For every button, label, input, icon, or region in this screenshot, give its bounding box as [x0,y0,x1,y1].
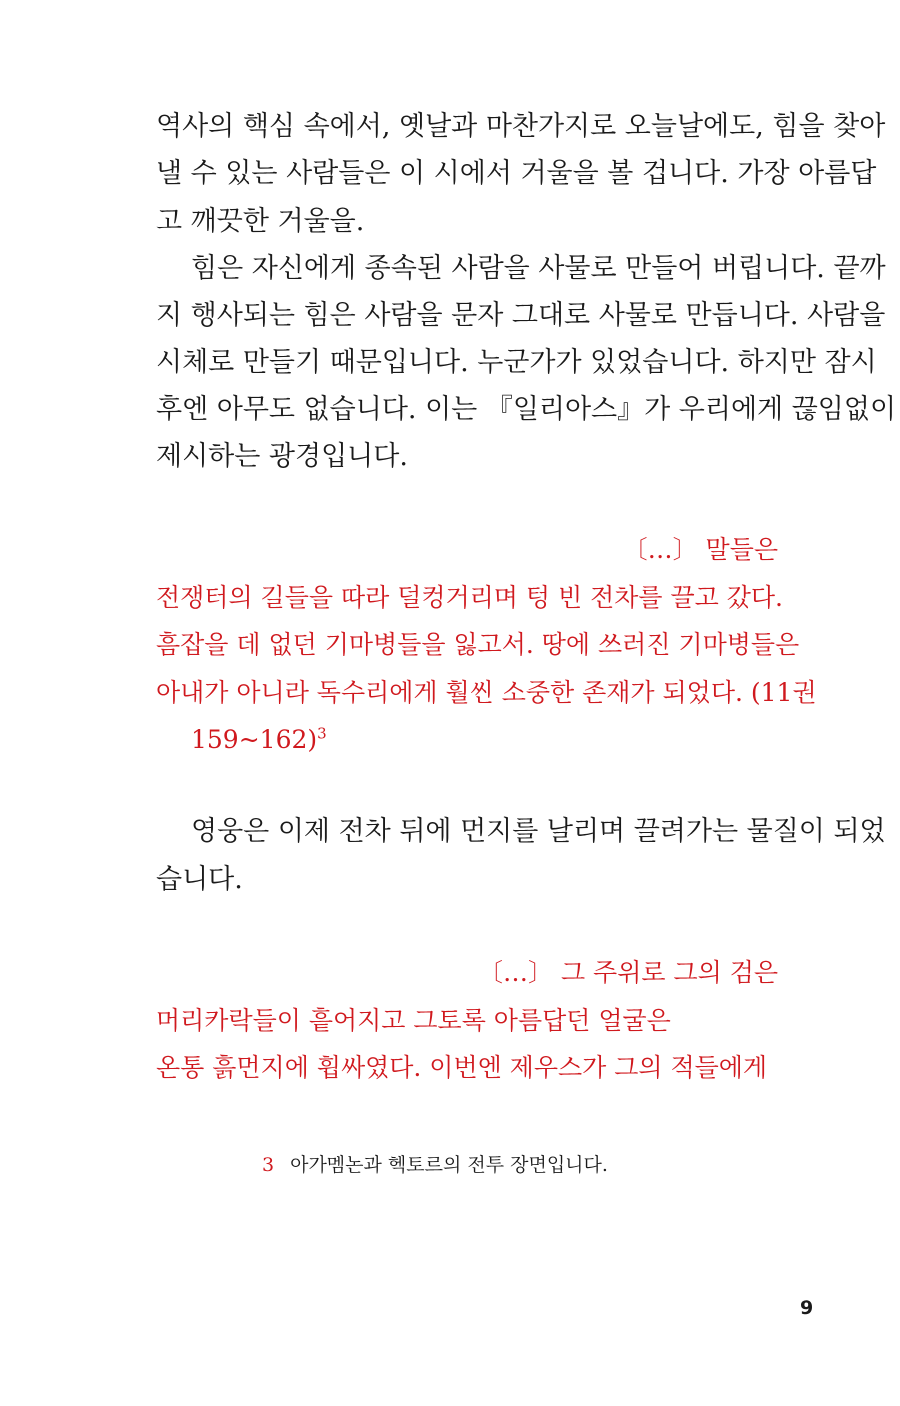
citation-text: 159~162) [191,725,318,754]
quote-line: 〔…〕 그 주위로 그의 검은 [478,958,778,987]
text-line: 지 행사되는 힘은 사람을 문자 그대로 사물로 만듭니다. 사람을 [156,300,886,331]
footnote-text: 아가멤논과 헥토르의 전투 장면입니다. [290,1154,608,1176]
text-line: 습니다. [156,864,243,895]
quote-line: 아내가 아니라 독수리에게 훨씬 소중한 존재가 되었다. (11권 [156,678,817,707]
text-line: 영웅은 이제 전차 뒤에 먼지를 날리며 끌려가는 물질이 되었 [191,816,886,847]
footnote [262,1152,608,1178]
quote-line: 온통 흙먼지에 휩싸였다. 이번엔 제우스가 그의 적들에게 [156,1053,768,1082]
footnote-ref: 3 [317,724,327,743]
text-line: 제시하는 광경입니다. [156,441,408,472]
page-number: 9 [800,1297,814,1319]
quote-line: 머리카락들이 흩어지고 그토록 아름답던 얼굴은 [156,1006,671,1035]
text-line: 고 깨끗한 거울을. [156,206,365,237]
footnote-number: 3 [262,1154,275,1176]
text-line: 힘은 자신에게 종속된 사람을 사물로 만들어 버립니다. 끝까 [191,253,886,284]
quote-line: 〔…〕 말들은 [622,535,778,564]
text-line: 후엔 아무도 없습니다. 이는 『일리아스』가 우리에게 끊임없이 [156,394,897,425]
quote-citation [191,723,327,757]
text-line: 낼 수 있는 사람들은 이 시에서 거울을 볼 겁니다. 가장 아름답 [156,158,877,189]
text-line: 시체로 만들기 때문입니다. 누군가가 있었습니다. 하지만 잠시 [156,347,877,378]
text-line: 역사의 핵심 속에서, 옛날과 마찬가지로 오늘날에도, 힘을 찾아 [156,111,886,142]
quote-line: 흠잡을 데 없던 기마병들을 잃고서. 땅에 쓰러진 기마병들은 [156,630,800,659]
quote-line: 전쟁터의 길들을 따라 덜컹거리며 텅 빈 전차를 끌고 갔다. [156,583,783,612]
